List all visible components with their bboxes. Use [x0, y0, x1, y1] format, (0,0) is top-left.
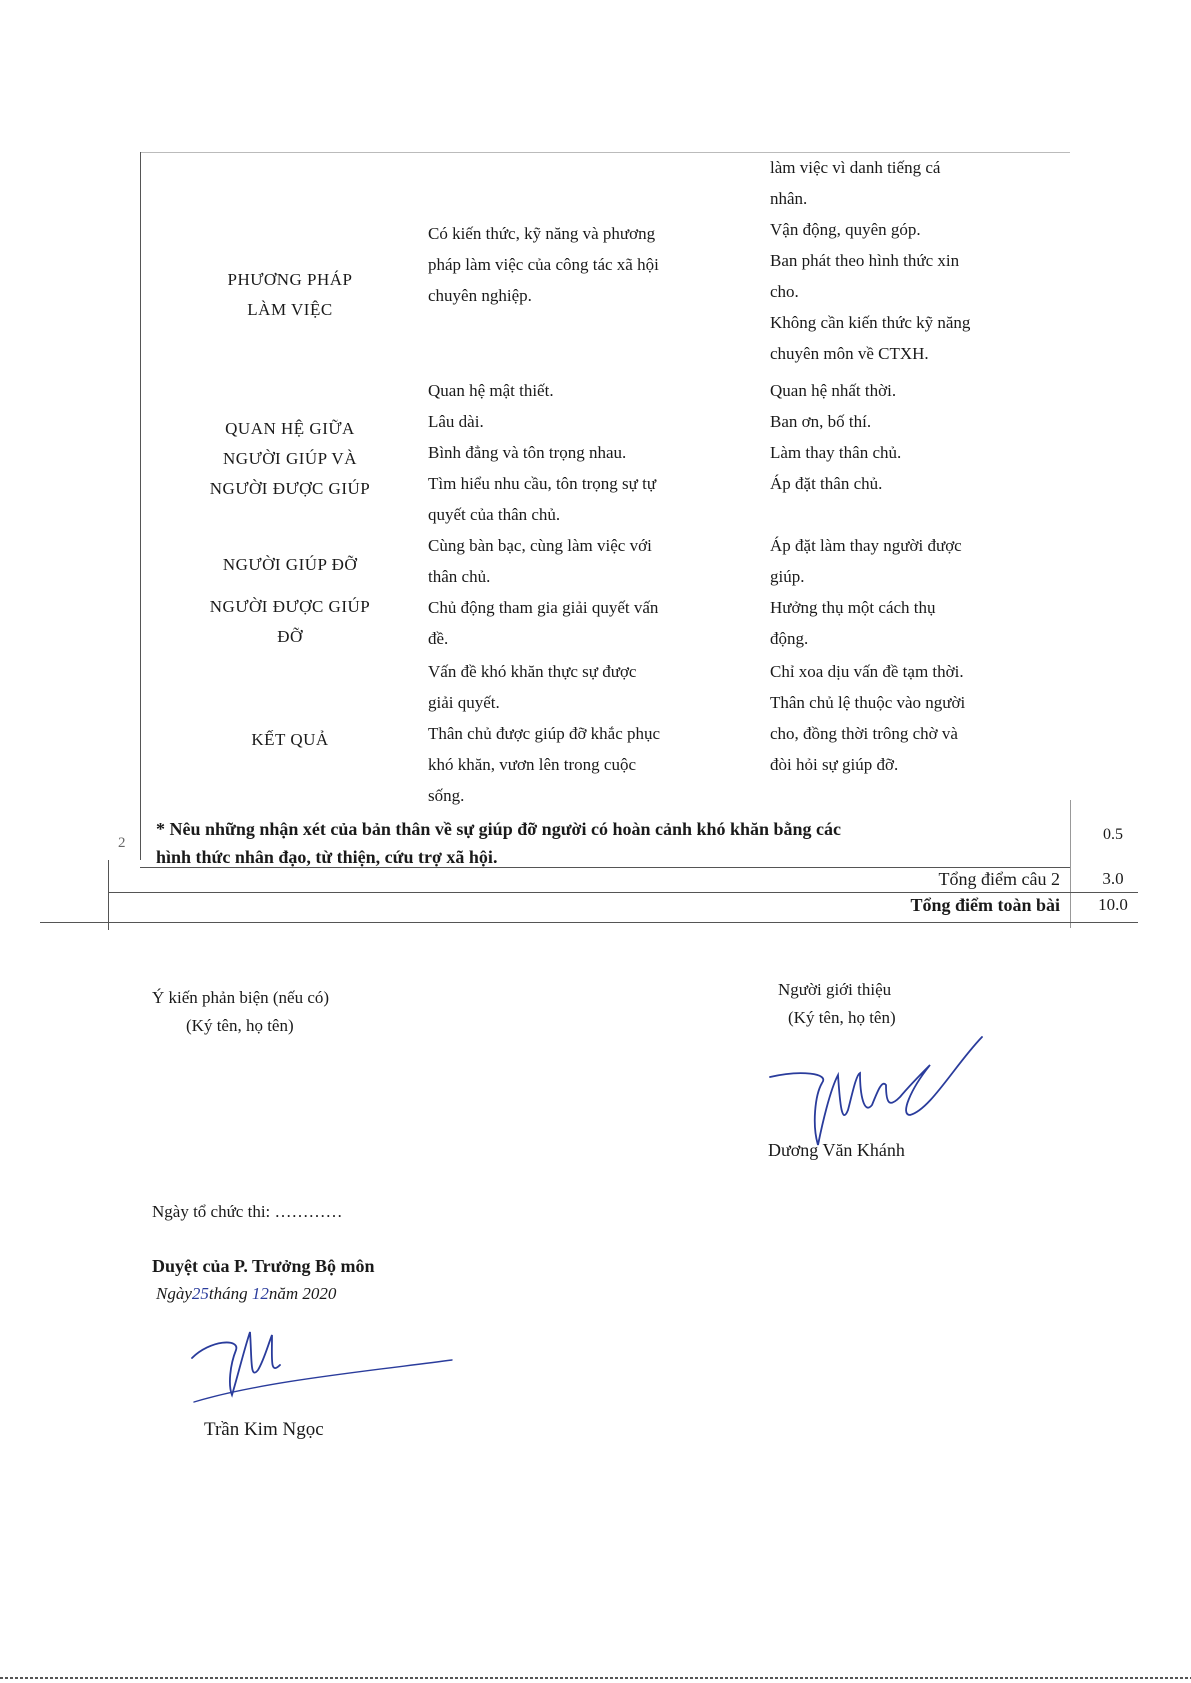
text-line: cho.	[770, 282, 799, 301]
text-line: Làm thay thân chủ.	[770, 443, 902, 462]
total-q2-label: Tổng điểm câu 2	[938, 869, 1060, 889]
approval-signature	[180, 1320, 460, 1410]
text-line: Vấn đề khó khăn thực sự được	[428, 662, 637, 681]
text-line: đề.	[428, 629, 449, 648]
text-line: Chủ động tham gia giải quyết vấn	[428, 598, 659, 617]
total-all-label: Tổng điểm toàn bài	[910, 895, 1060, 915]
row4-col-a	[428, 656, 748, 811]
table-right-rule	[1070, 800, 1071, 928]
row4-col-b	[770, 656, 1050, 780]
text-line: Ban phát theo hình thức xin	[770, 251, 960, 270]
text-line: Lâu dài.	[428, 412, 484, 431]
question-line: hình thức nhân đạo, từ thiện, cứu trợ xã hội.	[156, 847, 498, 867]
text-line: Có kiến thức, kỹ năng và phương	[428, 224, 656, 243]
category-line: PHƯƠNG PHÁP	[227, 270, 353, 289]
date-day: 25	[191, 1284, 209, 1303]
row3-col-a	[428, 530, 748, 654]
category-line: NGƯỜI GIÚP VÀ	[223, 449, 357, 468]
text-line: Chỉ xoa dịu vấn đề tạm thời.	[770, 662, 964, 681]
text-line: chuyên nghiệp.	[428, 286, 532, 305]
category-line: ĐỠ	[277, 627, 303, 646]
introducer-title: Người giới thiệu	[778, 980, 892, 999]
date-month-word: tháng	[208, 1284, 248, 1303]
reviewer-block	[152, 984, 329, 1040]
row2-col-b	[770, 375, 1050, 499]
category-quan-he	[170, 414, 410, 504]
text-line: Áp đặt thân chủ.	[770, 474, 883, 493]
rule-after-total	[40, 922, 1138, 923]
text-line: giải quyết.	[428, 693, 500, 712]
approval-title: Duyệt của P. Trưởng Bộ môn	[152, 1256, 375, 1276]
category-ket-qua	[170, 725, 410, 755]
text-line: đòi hỏi sự giúp đỡ.	[770, 755, 899, 774]
page-bottom-rule	[0, 1677, 1191, 1679]
text-line: Hưởng thụ một cách thụ	[770, 598, 936, 617]
introducer-block	[778, 976, 896, 1032]
category-line: KẾT QUẢ	[251, 730, 329, 749]
date-prefix: Ngày	[156, 1284, 192, 1303]
introducer-subtitle: (Ký tên, họ tên)	[788, 1008, 896, 1027]
text-line: thân chủ.	[428, 567, 491, 586]
text-line: giúp.	[770, 567, 805, 586]
text-line: quyết của thân chủ.	[428, 505, 561, 524]
question-number: 2	[118, 835, 126, 851]
table-left-rule	[140, 152, 141, 860]
rule-before-total	[108, 892, 1138, 893]
text-line: Tìm hiểu nhu cầu, tôn trọng sự tự	[428, 474, 657, 493]
text-line: Áp đặt làm thay người được	[770, 536, 962, 555]
text-line: Bình đẳng và tôn trọng nhau.	[428, 443, 627, 462]
category-line: LÀM VIỆC	[247, 300, 333, 319]
total-all-value: 10.0	[1098, 895, 1128, 914]
date-month: 12	[251, 1284, 269, 1303]
text-line: Ban ơn, bố thí.	[770, 412, 872, 431]
row3-col-b	[770, 530, 1050, 654]
text-line: Quan hệ nhất thời.	[770, 381, 897, 400]
question-text	[156, 815, 1068, 871]
text-line: Không cần kiến thức kỹ năng	[770, 313, 971, 332]
text-line: Thân chủ lệ thuộc vào người	[770, 693, 966, 712]
row2-col-a	[428, 375, 748, 530]
category-phuong-phap	[170, 265, 410, 325]
row1-col-b	[770, 152, 1050, 369]
text-line: nhân.	[770, 189, 808, 208]
date-year: năm 2020	[268, 1284, 337, 1303]
outer-left-rule	[108, 860, 109, 930]
approval-name: Trần Kim Ngọc	[204, 1419, 324, 1440]
text-line: pháp làm việc của công tác xã hội	[428, 255, 659, 274]
text-line: Thân chủ được giúp đỡ khắc phục	[428, 724, 661, 743]
text-line: sống.	[428, 786, 465, 805]
category-line: NGƯỜI GIÚP ĐỠ	[222, 555, 358, 574]
reviewer-title: Ý kiến phản biện (nếu có)	[152, 988, 330, 1007]
category-line: NGƯỜI ĐƯỢC GIÚP	[209, 479, 371, 498]
text-line: Vận động, quyên góp.	[770, 220, 921, 239]
total-q2-value: 3.0	[1102, 869, 1124, 888]
category-nguoi-giup-do	[170, 550, 410, 652]
approval-date	[156, 1280, 336, 1308]
text-line: cho, đồng thời trông chờ và	[770, 724, 958, 743]
introducer-name: Dương Văn Khánh	[768, 1140, 905, 1160]
text-line: Cùng bàn bạc, cùng làm việc với	[428, 536, 652, 555]
reviewer-subtitle: (Ký tên, họ tên)	[186, 1016, 294, 1035]
text-line: Quan hệ mật thiết.	[428, 381, 554, 400]
text-line: làm việc vì danh tiếng cá	[770, 158, 941, 177]
question-line: * Nêu những nhận xét của bản thân về sự giúp đỡ người có hoàn cảnh khó khăn bằng các	[156, 819, 842, 839]
question-score: 0.5	[1103, 826, 1123, 843]
exam-date: Ngày tổ chức thi: …………	[152, 1202, 343, 1221]
category-line: NGƯỜI ĐƯỢC GIÚP	[209, 597, 371, 616]
text-line: chuyên môn về CTXH.	[770, 344, 929, 363]
row1-col-a	[428, 218, 748, 311]
text-line: động.	[770, 629, 809, 648]
text-line: khó khăn, vươn lên trong cuộc	[428, 755, 636, 774]
category-line: QUAN HỆ GIỮA	[225, 419, 355, 438]
